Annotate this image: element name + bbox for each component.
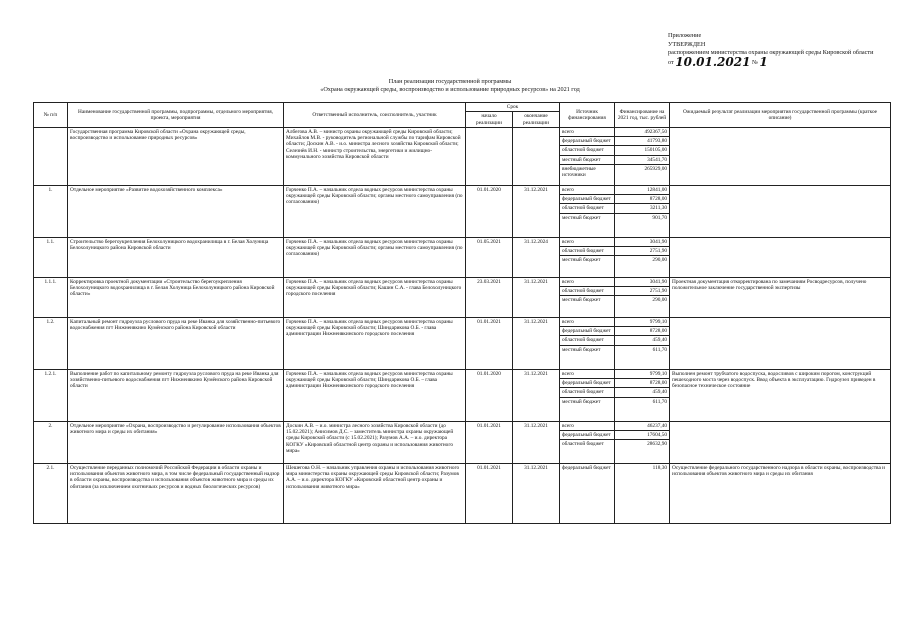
- row-number: 1.1.1.: [34, 277, 68, 317]
- amount-list: [615, 128, 669, 173]
- amount-item: 2751,90: [615, 247, 669, 256]
- row-result: [670, 185, 891, 237]
- row-end: 31.12.2021: [513, 369, 560, 421]
- plan-table: [33, 102, 891, 524]
- source-list: [560, 238, 614, 265]
- row-end: 31.12.2021: [513, 463, 560, 523]
- row-number: 2.1.: [34, 463, 68, 523]
- row-sources: [560, 127, 615, 185]
- title-line-2: «Охрана окружающей среды, воспроизводство и использование природных ресурсов» на 2021 год: [320, 86, 580, 93]
- col-source-header: Источник финансирования: [560, 103, 615, 128]
- amount-list: [615, 318, 669, 354]
- row-start: 01.01.2021: [466, 421, 513, 463]
- amount-item: 8728,00: [615, 195, 669, 204]
- source-item: местный бюджет: [562, 257, 601, 264]
- amount-item: 611,70: [652, 398, 667, 405]
- row-result: [670, 127, 891, 185]
- row-amounts: [615, 277, 670, 317]
- row-amounts: [615, 317, 670, 369]
- row-amounts: [615, 463, 670, 523]
- amount-item: 118,30: [652, 464, 667, 471]
- amount-item: 34541,70: [615, 156, 669, 165]
- source-list: [560, 422, 614, 449]
- amount-item: 8728,00: [615, 327, 669, 336]
- amount-list: [615, 278, 669, 305]
- source-list: [560, 186, 614, 222]
- source-item: областной бюджет: [560, 204, 614, 213]
- row-name: Отдельное мероприятие «Охрана, воспроизводство и регулирование использования объектов животного мира и среды их обитания»: [68, 421, 284, 463]
- row-start: 01.05.2021: [466, 237, 513, 277]
- source-item: внебюджетные источники: [562, 166, 596, 179]
- amount-item: 492367,50: [615, 128, 669, 137]
- approval-date-line: [668, 54, 873, 69]
- amount-item: 290,00: [652, 297, 667, 304]
- amount-item: 459,40: [615, 336, 669, 345]
- row-name: Корректировка проектной документации «Строительство берегоукрепления Белохолуницкого водохранилища в г. Белая Холуница Белохолуницкого района Кировской области»: [68, 277, 284, 317]
- amount-item: 9799,10: [615, 370, 669, 379]
- row-sources: [560, 237, 615, 277]
- row-sources: [560, 369, 615, 421]
- source-list: [560, 370, 614, 406]
- source-item: всего: [560, 278, 614, 287]
- col-start-header: начало реализации: [466, 112, 513, 128]
- source-item: федеральный бюджет: [562, 464, 611, 471]
- col-term-header: Срок: [466, 103, 560, 112]
- row-amounts: [615, 185, 670, 237]
- approved-label: УТВЕРЖДЕН: [668, 40, 706, 48]
- row-result: Проектная документация откорректирована по замечаниям Росводресурсов, получено положительное заключение государственной экспертизы: [670, 277, 891, 317]
- row-number: 1.2.: [34, 317, 68, 369]
- row-result: [670, 237, 891, 277]
- row-name: Капитальный ремонт гидроузла руслового пруда на реке Иванка для хозяйственно-питьевого водоснабжения пгт Нижнеивкино Кумёнского района Кировской области: [68, 317, 284, 369]
- row-end: 31.12.2021: [513, 421, 560, 463]
- source-list: [560, 128, 614, 180]
- approval-stamp: [668, 32, 873, 67]
- row-name: Выполнение работ по капитальному ремонту гидроузла руслового пруда на реке Иванка для хозяйственно-питьевого водоснабжения пгт Нижнеивкино Кумёнского района Кировской области: [68, 369, 284, 421]
- row-name: Государственная программа Кировской области «Охрана окружающей среды, воспроизводство и использование природных ресурсов»: [68, 127, 284, 185]
- row-start: 01.01.2021: [466, 463, 513, 523]
- source-item: федеральный бюджет: [560, 379, 614, 388]
- amount-item: 611,70: [652, 346, 667, 353]
- amount-item: 9799,10: [615, 318, 669, 327]
- source-item: всего: [560, 370, 614, 379]
- source-item: федеральный бюджет: [560, 195, 614, 204]
- table-row: [34, 127, 891, 185]
- amount-item: 290,00: [652, 257, 667, 264]
- row-sources: [560, 421, 615, 463]
- col-name-header: Наименование государственной программы, подпрограммы, отдельного мероприятия, проекта, мероприятия: [68, 103, 284, 128]
- approval-authority: распоряжением министерства охраны окружающей среды Кировской области: [668, 49, 874, 57]
- row-executor: Горченко П.А. – начальник отдела водных ресурсов министерства охраны окружающей среды Кировской области; Шиндарикова О.Б. – глава администрации Нижнеивкинского городского поселения: [284, 369, 466, 421]
- amount-list: [615, 422, 669, 449]
- row-number: [34, 127, 68, 185]
- amount-item: 3041,90: [615, 278, 669, 287]
- table-row: [34, 277, 891, 317]
- row-executor: Доскин А.В. – и.о. министра лесного хозяйства Кировской области (до 15.02.2021); Анисимов Д.С. – заместитель министра охраны окружающей среды Кировской области (с 15.02.2021); Разумов А.А. – и.о. директора КОГКУ «Кировский областной центр охраны и использования животного мира»: [284, 421, 466, 463]
- source-item: областной бюджет: [560, 247, 614, 256]
- row-amounts: [615, 237, 670, 277]
- amount-item: 41793,80: [615, 137, 669, 146]
- amount-list: [615, 238, 669, 265]
- row-start: [466, 127, 513, 185]
- row-result: Осуществление федерального государственного надзора в области охраны, воспроизводства и использования объектов животного мира и среды их обитания: [670, 463, 891, 523]
- row-end: [513, 127, 560, 185]
- row-amounts: [615, 421, 670, 463]
- source-item: местный бюджет: [562, 398, 601, 405]
- source-item: всего: [560, 238, 614, 247]
- source-item: всего: [560, 422, 614, 431]
- source-item: местный бюджет: [562, 214, 601, 221]
- col-executor-header: Ответственный исполнитель, соисполнитель, участник: [284, 103, 466, 128]
- appendix-label: Приложение: [668, 32, 702, 39]
- source-list: [560, 278, 614, 305]
- row-executor: Горченко П.А. – начальник отдела водных ресурсов министерства охраны окружающей среды Кировской области; Шиндарикова О.Б. - глава администрации Нижнеивкинского городского поселения: [284, 317, 466, 369]
- header-row: [34, 103, 891, 112]
- col-num-header: № п/п: [34, 103, 68, 128]
- amount-item: 3041,90: [615, 238, 669, 247]
- row-end: 31.12.2024: [513, 237, 560, 277]
- table-row: [34, 237, 891, 277]
- source-item: местный бюджет: [562, 297, 601, 304]
- document-title: [170, 78, 730, 94]
- table-row: [34, 463, 891, 523]
- table-row: [34, 369, 891, 421]
- amount-item: 265929,00: [644, 166, 667, 173]
- source-item: областной бюджет: [560, 388, 614, 397]
- date-prefix: от: [668, 58, 674, 66]
- source-item: областной бюджет: [562, 441, 604, 448]
- row-result: [670, 421, 891, 463]
- row-amounts: [615, 127, 670, 185]
- row-result: Выполнен ремонт трубчатого водоспуска, водосливов с широким порогом, конструкций пешеходного моста через водоспуск. Ввод объекта в эксплуатацию. Гидроузел приведен в безопасное техническое состояние: [670, 369, 891, 421]
- row-start: 01.01.2021: [466, 317, 513, 369]
- amount-item: 12841,00: [615, 186, 669, 195]
- handwritten-date: 10.01.2021: [675, 54, 751, 69]
- row-sources: [560, 463, 615, 523]
- amount-item: 2751,90: [615, 287, 669, 296]
- amount-item: 17604,50: [615, 431, 669, 440]
- row-number: 1.1.: [34, 237, 68, 277]
- source-item: всего: [560, 318, 614, 327]
- plan-body: [34, 127, 891, 523]
- row-end: 31.12.2021: [513, 185, 560, 237]
- source-item: областной бюджет: [560, 287, 614, 296]
- row-start: 23.03.2021: [466, 277, 513, 317]
- source-item: местный бюджет: [562, 346, 601, 353]
- table-row: [34, 317, 891, 369]
- source-list: [560, 318, 614, 354]
- row-number: 2.: [34, 421, 68, 463]
- col-result-header: Ожидаемый результат реализации мероприятия государственной программы (краткое описание): [670, 103, 891, 128]
- row-number: 1.2.1.: [34, 369, 68, 421]
- row-number: 1.: [34, 185, 68, 237]
- source-item: областной бюджет: [560, 146, 614, 155]
- source-item: федеральный бюджет: [560, 431, 614, 440]
- amount-item: 28632,90: [647, 441, 667, 448]
- title-line-1: План реализации государственной программы: [388, 78, 512, 85]
- row-executor: Горченко П.А. – начальник отдела водных ресурсов министерства охраны окружающей среды Кировской области; Кашин С.А. - глава Белохолуницкого городского поселения: [284, 277, 466, 317]
- amount-list: [615, 370, 669, 406]
- col-end-header: окончание реализации: [513, 112, 560, 128]
- handwritten-number: 1: [759, 54, 768, 69]
- amount-list: [615, 464, 669, 472]
- amount-item: 459,40: [615, 388, 669, 397]
- table-row: [34, 421, 891, 463]
- source-item: федеральный бюджет: [560, 327, 614, 336]
- row-amounts: [615, 369, 670, 421]
- row-start: 01.01.2020: [466, 185, 513, 237]
- source-item: всего: [560, 186, 614, 195]
- row-end: 31.12.2021: [513, 277, 560, 317]
- row-executor: Албегова А.В. – министр охраны окружающей среды Кировской области; Михайлов М.В. - руководитель региональной службы по тарифам Кировской области; Доскин А.В. - и.о. министра лесного хозяйства Кировской области; Селезнёв И.Н. - министр строительства, энергетики и жилищно-коммунального хозяйства Кировской области: [284, 127, 466, 185]
- source-item: местный бюджет: [560, 156, 614, 165]
- row-sources: [560, 185, 615, 237]
- col-financing-header: Финансирование на 2021 год, тыс. рублей: [615, 103, 670, 128]
- row-name: Строительство берегоукрепления Белохолуницкого водохранилища в г. Белая Холуница Белохолуницкого района Кировской области: [68, 237, 284, 277]
- amount-item: 3211,30: [615, 204, 669, 213]
- amount-list: [615, 186, 669, 222]
- row-name: Осуществление переданных полномочий Российской Федерации в области охраны и использования объектов животного мира, в том числе федеральный государственный надзор в области охраны, воспроизводства и использования объектов животного мира и среды их обитания (за исключением охотничьих ресурсов и водных биологических ресурсов): [68, 463, 284, 523]
- source-item: областной бюджет: [560, 336, 614, 345]
- row-result: [670, 317, 891, 369]
- row-executor: Шешегова О.Н. – начальник управления охраны и использования животного мира министерства охраны окружающей среды Кировской области; Разумов А.А. – и.о. директора КОГКУ «Кировский областной центр охраны и использования животного мира»: [284, 463, 466, 523]
- source-list: [560, 464, 614, 472]
- row-sources: [560, 277, 615, 317]
- row-start: 01.01.2020: [466, 369, 513, 421]
- source-item: всего: [560, 128, 614, 137]
- row-end: 31.12.2021: [513, 317, 560, 369]
- amount-item: 46237,40: [615, 422, 669, 431]
- row-executor: Горченко П.А. – начальник отдела водных ресурсов министерства охраны окружающей среды Кировской области; органы местного самоуправления (по согласованию): [284, 185, 466, 237]
- table-row: [34, 185, 891, 237]
- amount-item: 150105,00: [615, 146, 669, 155]
- source-item: федеральный бюджет: [560, 137, 614, 146]
- amount-item: 8728,00: [615, 379, 669, 388]
- amount-item: 901,70: [652, 214, 667, 221]
- row-name: Отдельное мероприятие «Развитие водохозяйственного комплекса»: [68, 185, 284, 237]
- number-prefix: №: [751, 58, 758, 66]
- row-sources: [560, 317, 615, 369]
- row-executor: Горченко П.А. – начальник отдела водных ресурсов министерства охраны окружающей среды Кировской области; органы местного самоуправления (по согласованию): [284, 237, 466, 277]
